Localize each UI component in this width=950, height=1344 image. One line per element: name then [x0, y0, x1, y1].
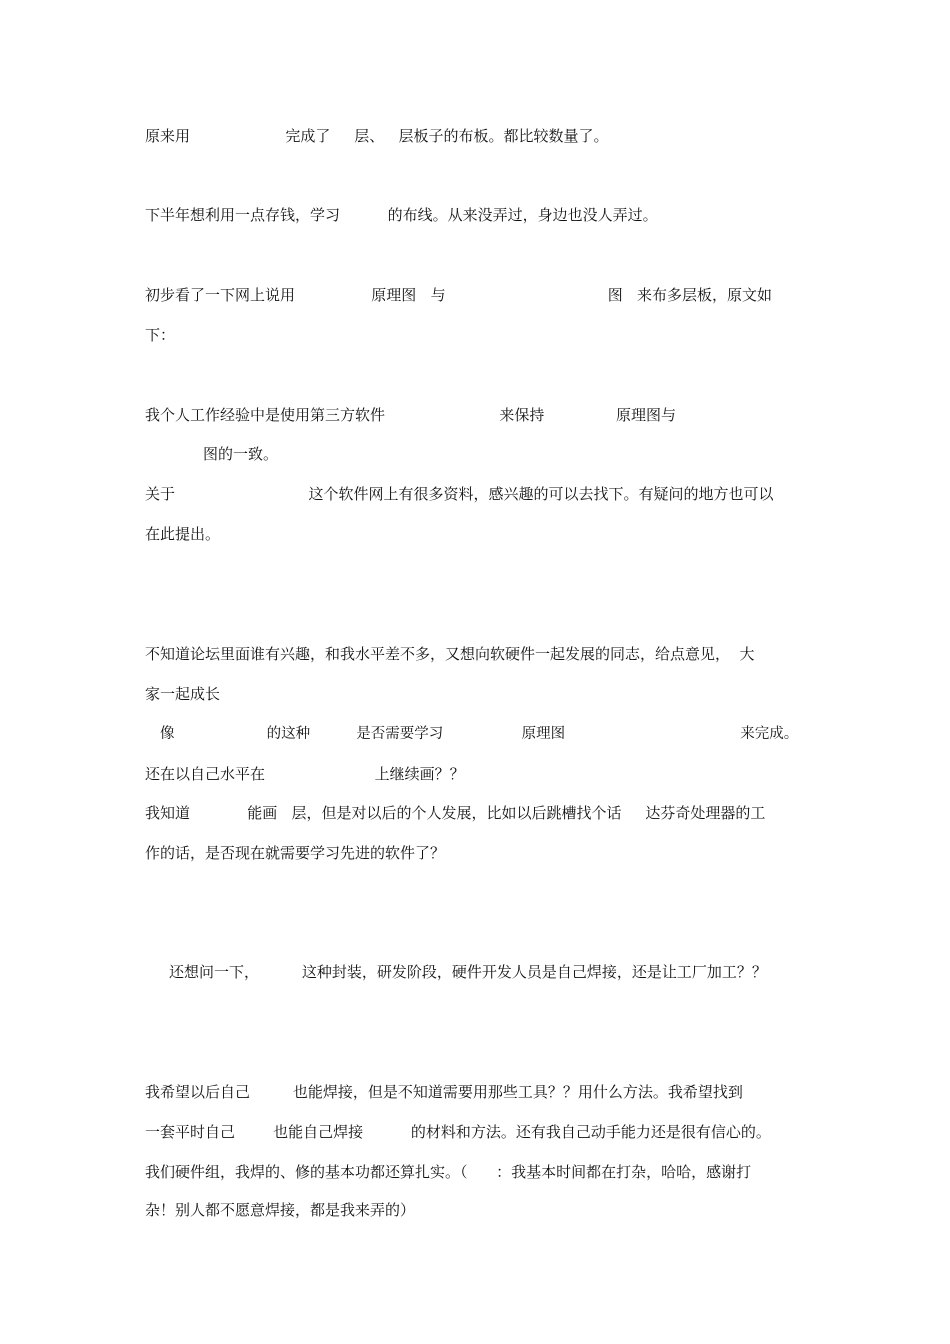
paragraph-line-8: 在此提出。 [145, 525, 221, 543]
paragraph-line-10: 家一起成长 [145, 685, 221, 703]
paragraph-line-9: 不知道论坛里面谁有兴趣，和我水平差不多，又想向软硬件一起发展的同志，给点意见， 大 [145, 645, 755, 663]
paragraph-line-12: 还在以自己水平在 上继续画？？ [145, 765, 465, 783]
paragraph-line-1: 原来用 完成了 层、 层板子的布板。都比较数量了。 [145, 127, 609, 145]
paragraph-line-11: 像 的这种 是否需要学习 原理图 来完成。 [160, 726, 799, 742]
paragraph-line-5: 我个人工作经验中是使用第三方软件 来保持 原理图与 [145, 406, 676, 424]
paragraph-line-6: 图的一致。 [203, 445, 279, 463]
paragraph-line-16: 我希望以后自己 也能焊接，但是不知道需要用那些工具？？用什么方法。我希望找到 [145, 1083, 743, 1101]
paragraph-line-17: 一套平时自己 也能自己焊接 的材料和方法。还有我自己动手能力还是很有信心的。 [145, 1123, 771, 1141]
paragraph-line-7: 关于 这个软件网上有很多资料，感兴趣的可以去找下。有疑问的地方也可以 [145, 485, 774, 503]
paragraph-line-3: 初步看了一下网上说用 原理图 与 图 来布多层板，原文如 [145, 286, 773, 304]
paragraph-line-15: 还想问一下， 这种封装，研发阶段，硬件开发人员是自己焊接，还是让工厂加工？？ [169, 963, 767, 981]
paragraph-line-14: 作的话，是否现在就需要学习先进的软件了？ [145, 844, 446, 862]
paragraph-line-2: 下半年想利用一点存钱，学习 的布线。从来没弄过，身边也没人弄过。 [145, 206, 658, 224]
paragraph-line-13: 我知道 能画 层，但是对以后的个人发展，比如以后跳槽找个话 达芬奇处理器的工 [145, 804, 766, 822]
paragraph-line-19: 杂！别人都不愿意焊接，都是我来弄的） [145, 1201, 416, 1219]
paragraph-line-4: 下： [145, 326, 176, 344]
paragraph-line-18: 我们硬件组，我焊的、修的基本功都还算扎实。（ ：我基本时间都在打杂，哈哈，感谢打 [145, 1163, 752, 1181]
